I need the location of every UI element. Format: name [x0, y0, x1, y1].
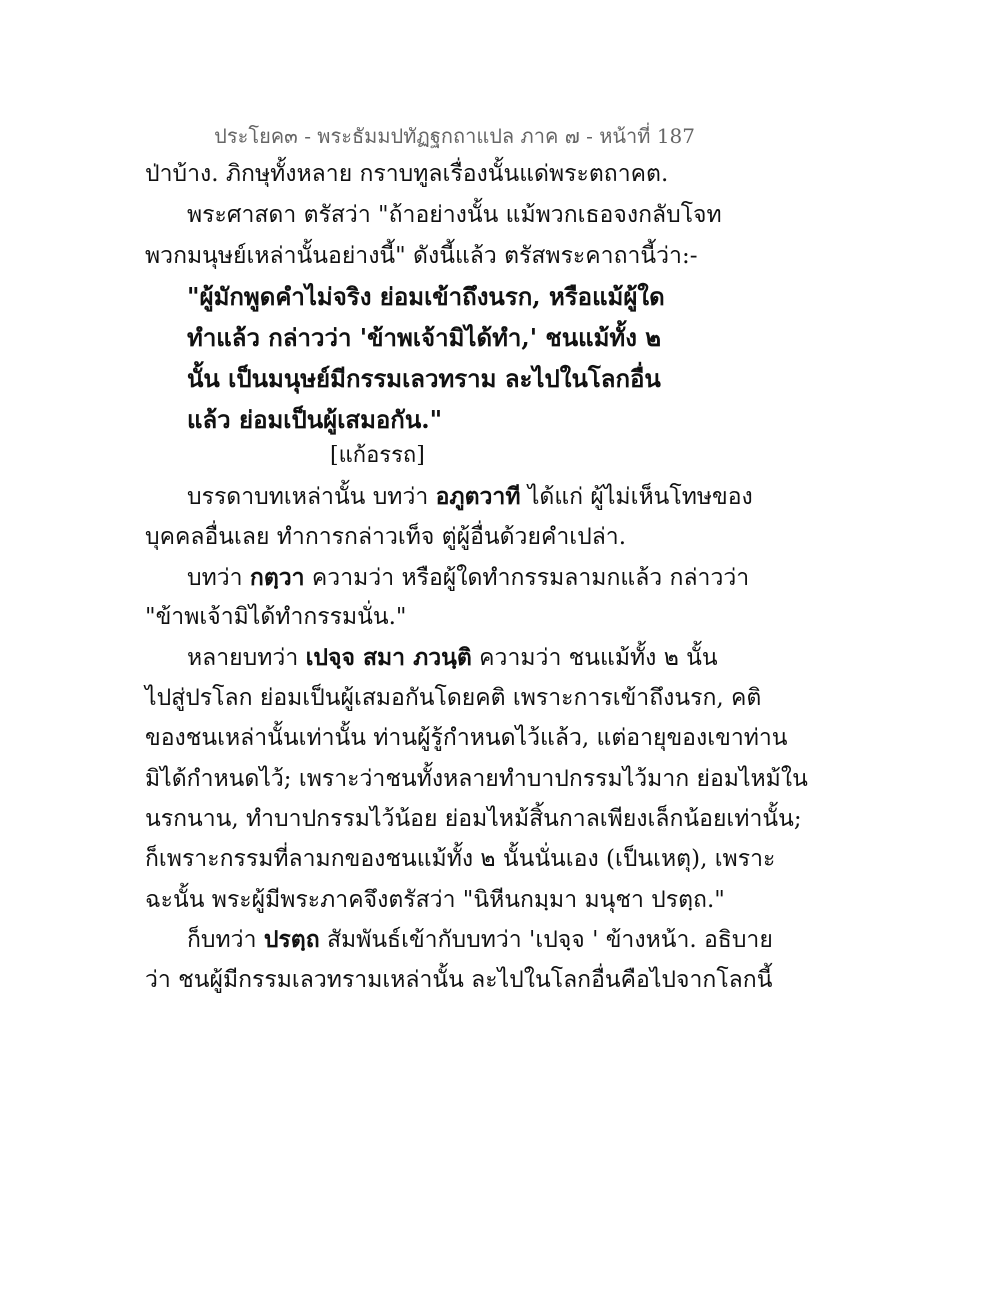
term-bold: ปรตฺถ: [263, 926, 320, 953]
text-line: [187, 924, 773, 956]
text-line: ว่า ชนผู้มีกรรมเลวทรามเหล่านั้น ละไปในโลกอื่นคือไปจากโลกนี้: [145, 967, 773, 993]
text-span: สัมพันธ์เข้ากับบทว่า 'เปจฺจ ' ข้างหน้า. อธิบาย: [319, 927, 773, 953]
text-span: หลายบทว่า: [187, 645, 306, 671]
text-line: พวกมนุษย์เหล่านั้นอย่างนี้" ดังนี้แล้ว ตรัสพระคาถานี้ว่า:-: [145, 243, 698, 269]
verse-line: แล้ว ย่อมเป็นผู้เสมอกัน.": [187, 405, 443, 434]
text-line: "ข้าพเจ้ามิได้ทำกรรมนั่น.": [145, 604, 407, 630]
text-span: ความว่า หรือผู้ใดทำกรรมลามกแล้ว กล่าวว่า: [304, 565, 750, 591]
text-line: ของชนเหล่านั้นเท่านั้น ท่านผู้รู้กำหนดไว้แล้ว, แต่อายุของเขาท่าน: [145, 725, 788, 751]
term-bold: กตฺวา: [249, 564, 305, 591]
term-bold: อภูตวาที: [435, 483, 521, 510]
text-line: ไปสู่ปรโลก ย่อมเป็นผู้เสมอกันโดยคติ เพราะการเข้าถึงนรก, คติ: [145, 685, 762, 711]
text-span: ความว่า ชนแม้ทั้ง ๒ นั้น: [471, 645, 718, 671]
verse-line: นั้น เป็นมนุษย์มีกรรมเลวทราม ละไปในโลกอื่น: [187, 364, 661, 393]
term-bold: เปจฺจ สมา ภวนฺติ: [305, 644, 472, 671]
text-span: ได้แก่ ผู้ไม่เห็นโทษของ: [520, 484, 753, 510]
text-line: [187, 642, 718, 674]
text-line: [187, 481, 753, 513]
text-span: บรรดาบทเหล่านั้น บทว่า: [187, 484, 436, 510]
text-span: ก็บทว่า: [187, 927, 264, 953]
section-heading: [แก้อรรถ]: [330, 443, 425, 468]
text-line: [187, 562, 749, 594]
text-line: บุคคลอื่นเลย ทำการกล่าวเท็จ ตู่ผู้อื่นด้วยคำเปล่า.: [145, 524, 627, 550]
text-line: ฉะนั้น พระผู้มีพระภาคจึงตรัสว่า "นิหีนกมฺมา มนุชา ปรตฺถ.": [145, 887, 725, 913]
text-line: มิได้กำหนดไว้; เพราะว่าชนทั้งหลายทำบาปกรรมไว้มาก ย่อมไหม้ใน: [145, 766, 808, 792]
text-span: บทว่า: [187, 565, 250, 591]
text-line: พระศาสดา ตรัสว่า "ถ้าอย่างนั้น แม้พวกเธอจงกลับโจท: [187, 202, 722, 228]
page-header: ประโยค๓ - พระธัมมปทัฏฐกถาแปล ภาค ๗ - หน้าที่ 187: [214, 124, 695, 148]
text-line: ป่าบ้าง. ภิกษุทั้งหลาย กราบทูลเรื่องนั้นแด่พระตถาคต.: [145, 161, 669, 187]
verse-line: ทำแล้ว กล่าวว่า 'ข้าพเจ้ามิได้ทำ,' ชนแม้ทั้ง ๒: [187, 323, 662, 352]
text-line: ก็เพราะกรรมที่ลามกของชนแม้ทั้ง ๒ นั้นนั่นเอง (เป็นเหตุ), เพราะ: [145, 846, 776, 872]
text-line: นรกนาน, ทำบาปกรรมไว้น้อย ย่อมไหม้สิ้นกาลเพียงเล็กน้อยเท่านั้น;: [145, 806, 802, 832]
verse-line: "ผู้มักพูดคำไม่จริง ย่อมเข้าถึงนรก, หรือแม้ผู้ใด: [187, 282, 665, 311]
